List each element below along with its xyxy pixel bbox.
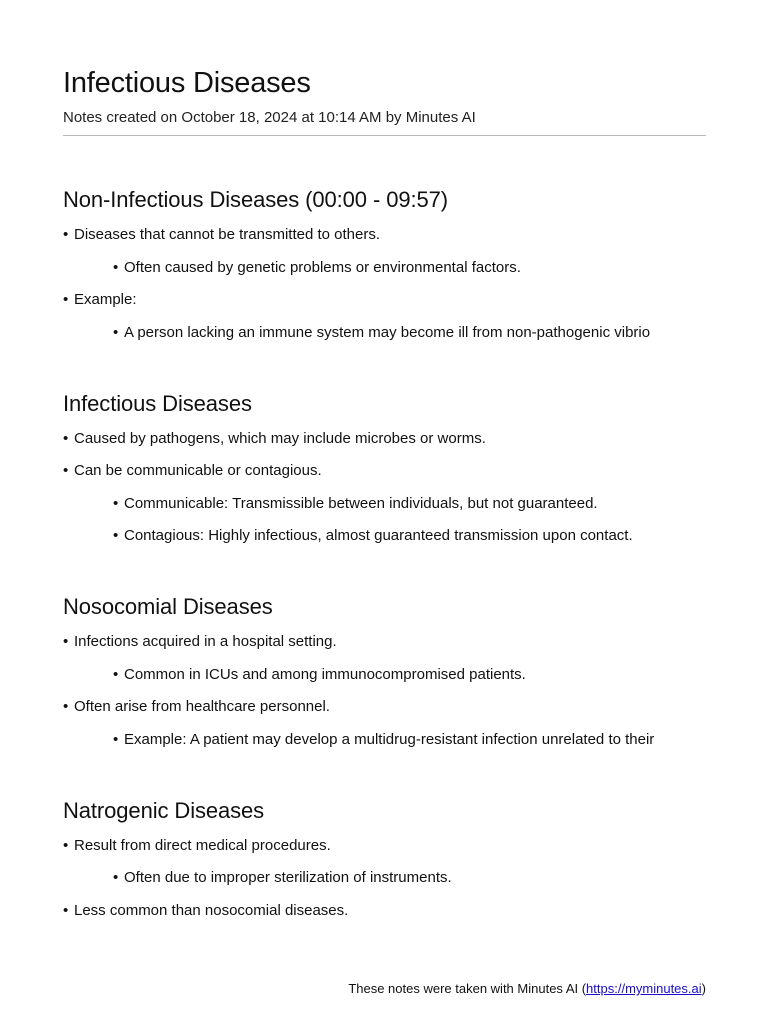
section (63, 186, 706, 343)
bullet-icon: • (113, 869, 119, 886)
bullet-text: Caused by pathogens, which may include microbes or worms. (74, 429, 486, 447)
bullet-text: Communicable: Transmissible between individuals, but not guaranteed. (124, 494, 598, 512)
bullet-text: Diseases that cannot be transmitted to others. (74, 226, 380, 243)
sub-bullet-item (63, 526, 706, 546)
footer-note (348, 980, 706, 998)
sub-bullet-item (63, 665, 706, 685)
sub-bullet-item (63, 323, 706, 343)
bullet-item (63, 225, 706, 245)
section (63, 593, 706, 750)
bullet-item (63, 290, 706, 310)
section-heading: Natrogenic Diseases (63, 797, 265, 823)
bullet-icon: • (63, 901, 69, 919)
footer-suffix: ) (701, 981, 706, 996)
bullet-text: Result from direct medical procedures. (74, 836, 331, 854)
footer-prefix: These notes were taken with Minutes AI ( (348, 981, 587, 996)
bullet-icon: • (63, 226, 69, 243)
bullet-icon: • (113, 665, 119, 683)
bullet-icon: • (113, 258, 119, 276)
document-meta: Notes created on October 18, 2024 at 10:14 AM by Minutes AI (63, 109, 476, 126)
bullet-text: Example: A patient may develop a multidrug-resistant infection unrelated to their (124, 730, 655, 748)
section-heading: Infectious Diseases (63, 390, 252, 416)
bullet-icon: • (113, 323, 119, 341)
sub-bullet-item (63, 494, 706, 514)
bullet-text: Often arise from healthcare personnel. (74, 698, 330, 715)
bullet-item (63, 461, 706, 481)
bullet-text: Often caused by genetic problems or environmental factors. (124, 258, 521, 276)
bullet-icon: • (63, 836, 69, 854)
bullet-item (63, 697, 706, 717)
bullet-icon: • (113, 527, 119, 544)
bullet-text: Less common than nosocomial diseases. (74, 901, 349, 919)
bullet-text: Contagious: Highly infectious, almost guaranteed transmission upon contact. (124, 527, 633, 544)
sections-container (63, 186, 706, 921)
bullet-icon: • (113, 494, 119, 512)
sub-bullet-item (63, 868, 706, 888)
bullet-item (63, 901, 706, 921)
bullet-text: Infections acquired in a hospital setting. (74, 633, 337, 650)
section-heading: Nosocomial Diseases (63, 594, 273, 619)
section-heading: Non-Infectious Diseases (00:00 - 09:57) (63, 187, 448, 212)
footer-link[interactable]: https://myminutes.ai (586, 981, 702, 996)
section (63, 797, 706, 921)
bullet-list (63, 429, 706, 547)
bullet-text: Common in ICUs and among immunocompromised patients. (124, 665, 526, 683)
sub-bullet-item (63, 258, 706, 278)
sub-bullet-item (63, 730, 706, 750)
bullet-icon: • (63, 291, 69, 308)
bullet-icon: • (113, 730, 119, 748)
bullet-icon: • (63, 462, 69, 479)
bullet-list (63, 836, 706, 921)
bullet-item (63, 836, 706, 856)
section (63, 390, 706, 547)
bullet-list (63, 632, 706, 750)
bullet-list (63, 225, 706, 343)
bullet-icon: • (63, 429, 69, 447)
bullet-text: Often due to improper sterilization of instruments. (124, 869, 452, 886)
bullet-text: Example: (74, 291, 137, 308)
bullet-item (63, 429, 706, 449)
title-divider (63, 135, 706, 136)
bullet-item (63, 632, 706, 652)
bullet-text: Can be communicable or contagious. (74, 462, 322, 479)
bullet-text: A person lacking an immune system may become ill from non-pathogenic vibrio (124, 323, 651, 341)
notes-document (63, 66, 706, 933)
document-title: Infectious Diseases (63, 67, 311, 99)
bullet-icon: • (63, 633, 69, 650)
bullet-icon: • (63, 698, 69, 715)
